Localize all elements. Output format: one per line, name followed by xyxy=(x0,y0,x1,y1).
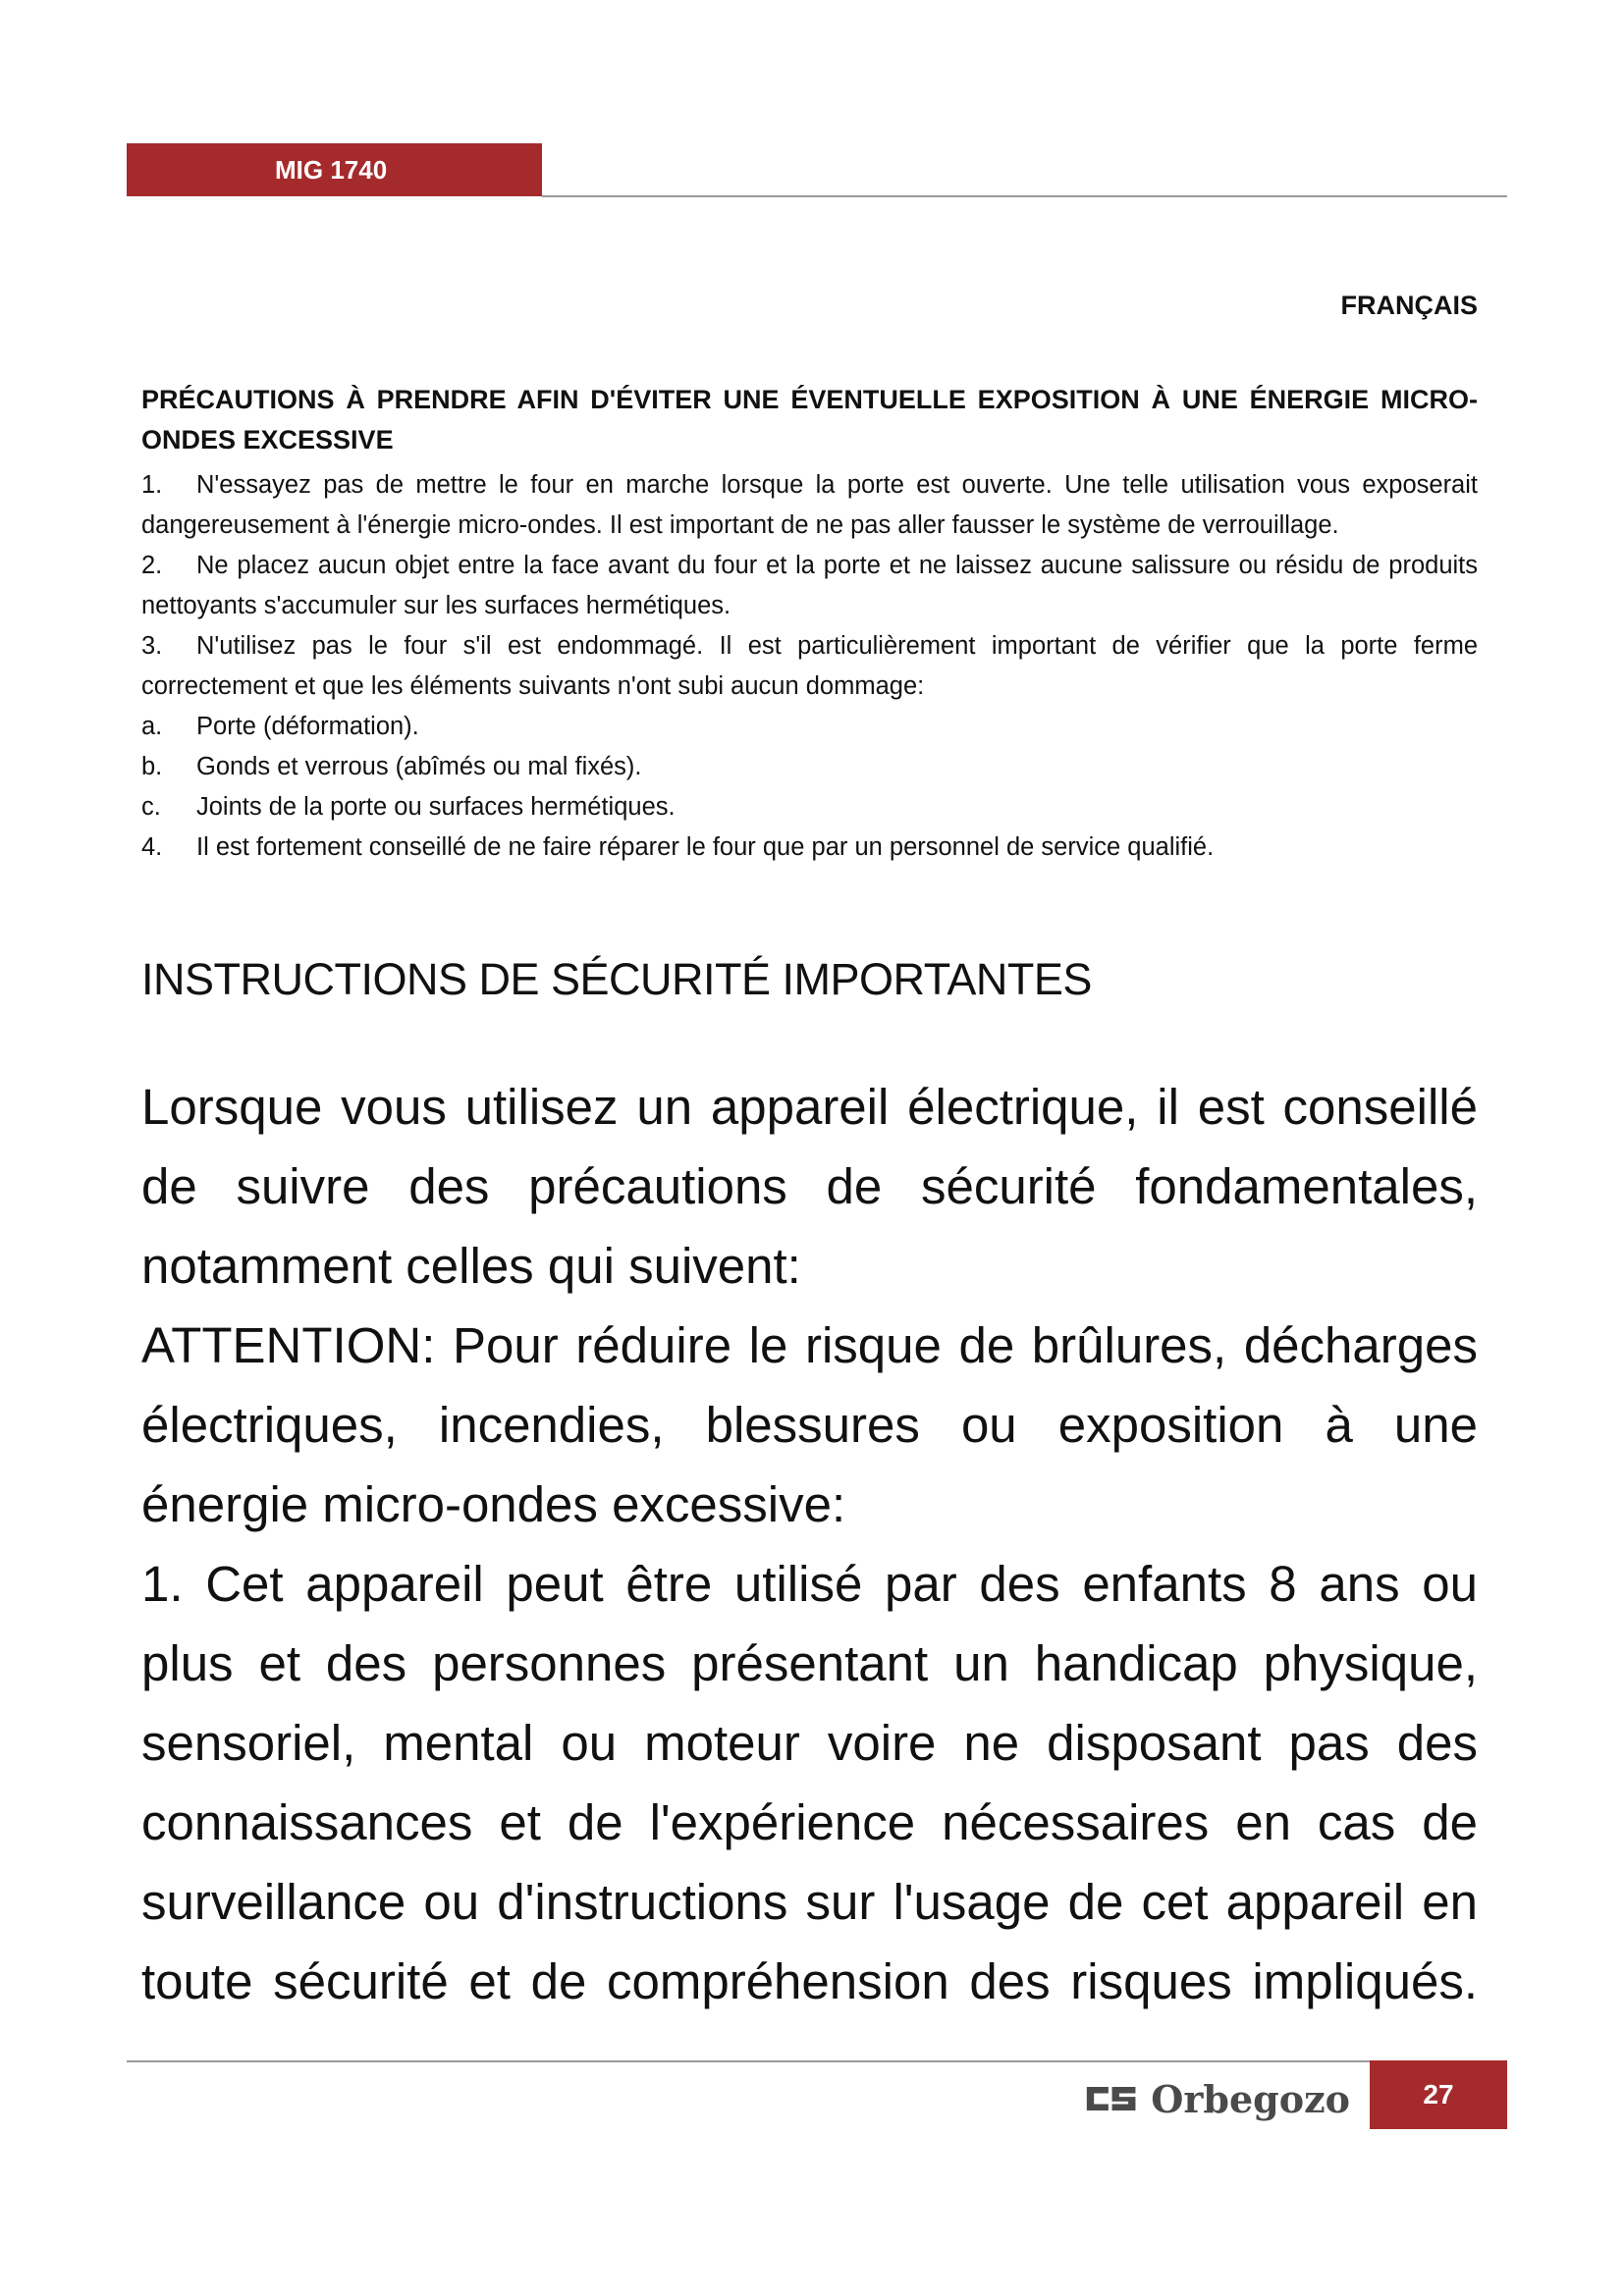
safety-body xyxy=(141,1067,1478,2021)
list-item xyxy=(141,828,1478,868)
language-label: FRANÇAIS xyxy=(1340,291,1478,320)
item-text: Ne placez aucun objet entre la face avant du four et la porte et ne laissez aucune salissure ou résidu de produits nettoyants s'accumuler sur les surfaces hermétiques. xyxy=(141,552,1478,619)
footer-divider xyxy=(127,2060,1370,2062)
list-item xyxy=(141,747,1478,787)
page-number: 27 xyxy=(1370,2060,1507,2129)
list-item xyxy=(141,626,1478,707)
item-text: N'utilisez pas le four s'il est endommagé. Il est particulièrement important de vérifier que la porte ferme correctement et que les éléments suivants n'ont subi aucun dommage: xyxy=(141,632,1478,700)
section-title: INSTRUCTIONS DE SÉCURITÉ IMPORTANTES xyxy=(141,954,1092,1004)
brand-logo xyxy=(1085,2074,1350,2123)
header-divider xyxy=(542,195,1507,197)
model-tab xyxy=(127,143,542,196)
list-item xyxy=(141,787,1478,828)
item-text: Porte (déformation). xyxy=(196,713,419,740)
item-number: a. xyxy=(141,713,163,740)
safety-item-1: 1. Cet appareil peut être utilisé par des enfants 8 ans ou plus et des personnes présentant un handicap physique, sensoriel, mental ou moteur voire ne disposant pas des connaissances et de l'expérience nécessaires en cas de surveillance ou d'instructions sur l'usage de cet appareil en toute sécurité et de compréhension des risques impliqués. xyxy=(141,1556,1478,2009)
item-number: 2. xyxy=(141,552,163,579)
brand-name: Orbegozo xyxy=(1151,2076,1350,2121)
list-item xyxy=(141,546,1478,626)
item-number: 1. xyxy=(141,471,163,499)
item-text: Joints de la porte ou surfaces hermétiques. xyxy=(196,793,676,821)
precautions-list xyxy=(141,465,1478,868)
item-number: b. xyxy=(141,753,163,780)
item-text: Gonds et verrous (abîmés ou mal fixés). xyxy=(196,753,642,780)
item-text: Il est fortement conseillé de ne faire réparer le four que par un personnel de service qualifié. xyxy=(196,833,1215,861)
item-number: c. xyxy=(141,793,161,821)
model-label: MIG 1740 xyxy=(275,155,388,185)
brand-mark-icon xyxy=(1085,2082,1137,2115)
item-text: N'essayez pas de mettre le four en marche lorsque la porte est ouverte. Une telle utilisation vous exposerait dangereusement à l'énergie micro-ondes. Il est important de ne pas aller fausser le système de verrouillage. xyxy=(141,471,1478,539)
list-item xyxy=(141,707,1478,747)
item-number: 4. xyxy=(141,833,163,861)
safety-warning: ATTENTION: Pour réduire le risque de brûlures, décharges électriques, incendies, blessures ou exposition à une énergie micro-ondes excessive: xyxy=(141,1317,1478,1532)
safety-intro: Lorsque vous utilisez un appareil électrique, il est conseillé de suivre des précautions de sécurité fondamentales, notamment celles qui suivent: xyxy=(141,1079,1478,1294)
precautions-heading: PRÉCAUTIONS À PRENDRE AFIN D'ÉVITER UNE ÉVENTUELLE EXPOSITION À UNE ÉNERGIE MICRO-ONDES EXCESSIVE xyxy=(141,385,1478,454)
list-item xyxy=(141,465,1478,546)
item-number: 3. xyxy=(141,632,163,660)
